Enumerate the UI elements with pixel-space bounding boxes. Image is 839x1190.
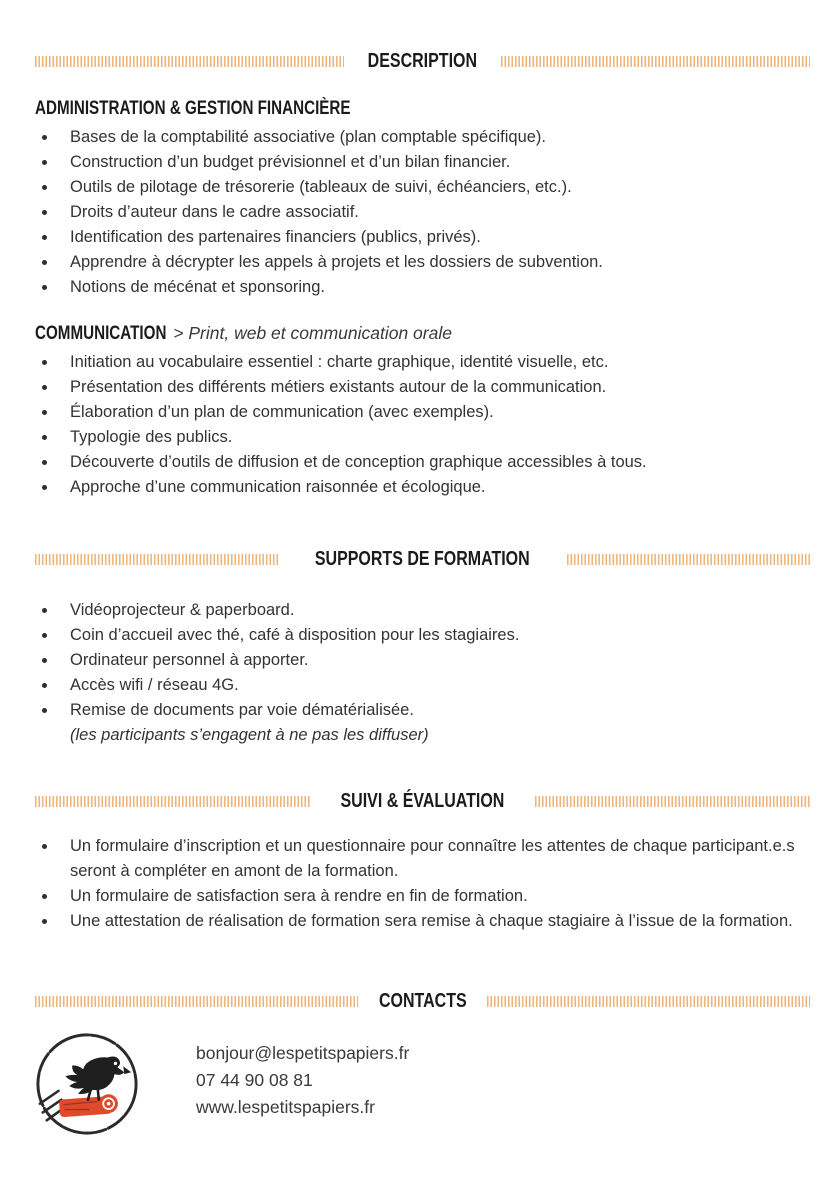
supports-note: (les participants s’engagent à ne pas les diffuser) (70, 726, 429, 744)
contact-info (196, 1028, 409, 1121)
tick-line-left (35, 56, 344, 67)
communication-list (35, 350, 810, 500)
contacts-title: CONTACTS (378, 989, 467, 1012)
bullet-item: Outils de pilotage de trésorerie (tableaux de suivi, échéanciers, etc.). (35, 175, 810, 200)
supports-title: SUPPORTS DE FORMATION (315, 547, 530, 570)
bullet-item: Accès wifi / réseau 4G. (35, 673, 810, 698)
section-contacts (35, 1028, 810, 1140)
supports-list (35, 598, 810, 723)
tick-line-right (535, 796, 810, 807)
section-header-suivi (35, 790, 810, 812)
bullet-item: Construction d’un budget prévisionnel et d’un bilan financier. (35, 150, 810, 175)
bullet-item: Apprendre à décrypter les appels à projets et les dossiers de subvention. (35, 250, 810, 275)
bullet-item: Élaboration d’un plan de communication (avec exemples). (35, 400, 810, 425)
tick-line-right (501, 56, 810, 67)
section-communication (35, 322, 810, 500)
section-administration (35, 98, 810, 300)
bullet-item: Initiation au vocabulaire essentiel : charte graphique, identité visuelle, etc. (35, 350, 810, 375)
page-title: DESCRIPTION (367, 49, 478, 72)
suivi-list (35, 834, 810, 934)
bullet-item: Présentation des différents métiers existants autour de la communication. (35, 375, 810, 400)
tick-line-left (35, 554, 278, 565)
contact-email: bonjour@lespetitspapiers.fr (196, 1043, 410, 1063)
tick-line-right (567, 554, 810, 565)
tick-line-right (487, 996, 810, 1007)
section-supports (35, 598, 810, 748)
bullet-item: Typologie des publics. (35, 425, 810, 450)
contact-phone: 07 44 90 08 81 (196, 1070, 313, 1090)
bullet-item: Un formulaire d’inscription et un questionnaire pour connaître les attentes de chaque participant.e.s seront à compléter en amont de la formation. (35, 834, 810, 884)
section-header-contacts (35, 990, 810, 1012)
bullet-item: Remise de documents par voie dématérialisée. (35, 698, 810, 723)
administration-list (35, 125, 810, 300)
contact-website: www.lespetitspapiers.fr (196, 1097, 375, 1117)
section-suivi (35, 834, 810, 934)
bullet-item: Identification des partenaires financiers (publics, privés). (35, 225, 810, 250)
administration-heading: ADMINISTRATION & GESTION FINANCIÈRE (35, 98, 351, 119)
tick-line-left (35, 996, 358, 1007)
bullet-item: Découverte d’outils de diffusion et de conception graphique accessibles à tous. (35, 450, 810, 475)
tick-line-left (35, 796, 310, 807)
bullet-item: Bases de la comptabilité associative (plan comptable spécifique). (35, 125, 810, 150)
bullet-item: Un formulaire de satisfaction sera à rendre en fin de formation. (35, 884, 810, 909)
section-header-supports (35, 548, 810, 570)
section-header-description (35, 50, 810, 72)
suivi-title: SUIVI & ÉVALUATION (340, 789, 505, 812)
bullet-item: Vidéoprojecteur & paperboard. (35, 598, 810, 623)
bullet-item: Notions de mécénat et sponsoring. (35, 275, 810, 300)
bullet-item: Droits d’auteur dans le cadre associatif. (35, 200, 810, 225)
bullet-item: Ordinateur personnel à apporter. (35, 648, 810, 673)
bullet-item: Coin d’accueil avec thé, café à disposition pour les stagiaires. (35, 623, 810, 648)
bird-stamp-logo-icon (33, 1028, 141, 1140)
bullet-item: Une attestation de réalisation de formation sera remise à chaque stagiaire à l’issue de la formation. (35, 909, 810, 934)
communication-heading: COMMUNICATION > Print, web et communication orale (35, 323, 452, 344)
bullet-item: Approche d’une communication raisonnée et écologique. (35, 475, 810, 500)
communication-subtitle: > Print, web et communication orale (173, 323, 452, 343)
